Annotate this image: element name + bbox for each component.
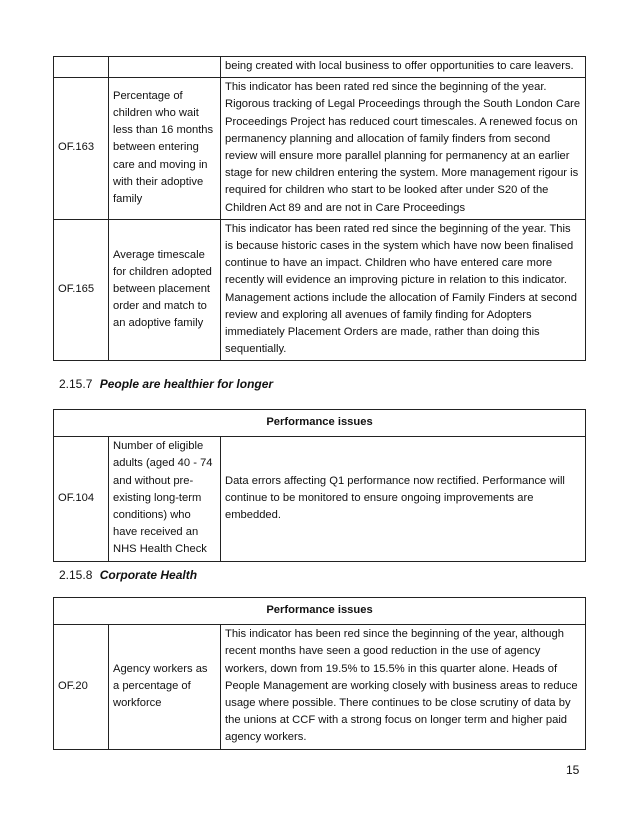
table-row — [54, 78, 586, 220]
indicator-description: Agency workers as a percentage of workforce — [109, 625, 221, 749]
indicator-description: Number of eligible adults (aged 40 - 74 and without pre-existing long-term conditions) who have received an NHS Health Check — [109, 437, 221, 561]
indicator-commentary: Data errors affecting Q1 performance now rectified. Performance will continue to be monitored to ensure ongoing improvements are embedded. — [221, 437, 586, 561]
indicator-code: OF.20 — [54, 625, 109, 749]
indicator-code: OF.165 — [54, 219, 109, 361]
indicator-code: OF.104 — [54, 437, 109, 561]
indicator-commentary: This indicator has been red since the beginning of the year, although recent months have seen a good reduction in the use of agency workers, down from 19.5% to 15.5% in this quarter alone. Heads of People Management are working closely with business areas to reduce usage where possible. There continues to be close scrutiny of data by the unions at CCF with a strong focus on longer term and higher paid agency workers. — [221, 625, 586, 749]
table-row — [54, 625, 586, 749]
table-row — [54, 437, 586, 561]
indicator-description: Average timescale for children adopted between placement order and match to an adoptive family — [109, 219, 221, 361]
section-heading — [59, 568, 197, 582]
indicator-code — [54, 57, 109, 78]
performance-issues-table — [53, 409, 586, 562]
section-title: Corporate Health — [99, 568, 198, 582]
table-header: Performance issues — [54, 410, 586, 437]
indicator-commentary: This indicator has been rated red since the beginning of the year. This is because historic cases in the system which have now been finalised continue to have an impact. Children who have entered care more recently will evidence an improving picture in relation to this indicator. Management actions include the allocation of Family Finders at second review and exploring all avenues of family finding for Adopters immediately Placement Orders are made, rather than doing this sequentially. — [221, 219, 586, 361]
table-header-row — [54, 598, 586, 625]
indicator-description — [109, 57, 221, 78]
section-title: People are healthier for longer — [99, 377, 274, 391]
indicator-description: Percentage of children who wait less than 16 months between entering care and moving in with their adoptive family — [109, 78, 221, 220]
performance-issues-table — [53, 597, 586, 750]
indicator-code: OF.163 — [54, 78, 109, 220]
indicator-commentary: This indicator has been rated red since the beginning of the year. Rigorous tracking of Legal Proceedings through the South London Care Proceedings Project has reduced court timescales. A renewed focus on permanency planning and allocation of family finders from second review will ensure more parallel planning for permanency at an earlier stage for new children entering the system. More management rigour is required for children who start to be looked after under S20 of the Children Act 89 and are not in Care Proceedings — [221, 78, 586, 220]
section-number: 2.15.7 — [59, 377, 93, 391]
table-header-row — [54, 410, 586, 437]
table-row — [54, 219, 586, 361]
table-row — [54, 57, 586, 78]
section-heading — [59, 377, 273, 391]
table-header: Performance issues — [54, 598, 586, 625]
performance-table-continued — [53, 56, 586, 361]
page-number: 15 — [566, 763, 580, 777]
indicator-commentary: being created with local business to offer opportunities to care leavers. — [221, 57, 586, 78]
section-number: 2.15.8 — [59, 568, 93, 582]
